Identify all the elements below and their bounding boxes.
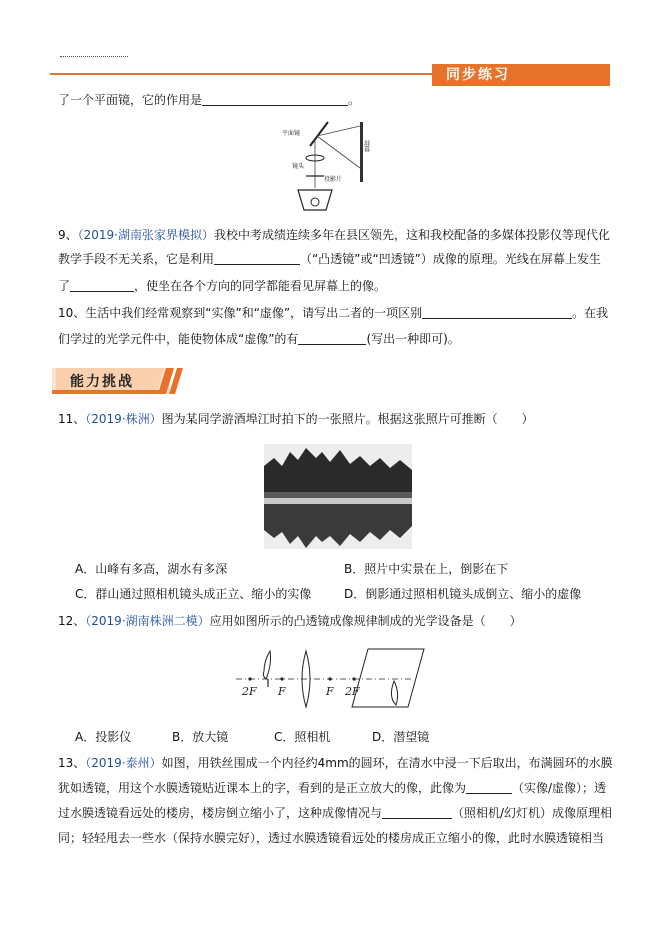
q8-text-end: 。: [348, 93, 361, 107]
q10-text-1b: 。在我: [572, 306, 609, 320]
q12-text: 应用如图所示的凸透镜成像规律制成的光学设备是（ ）: [209, 614, 522, 628]
q11-number: 11、: [58, 412, 86, 426]
lens-diagram: [232, 643, 438, 709]
diagram-screen: [352, 649, 424, 707]
projector-figure: [268, 118, 380, 216]
q12-option-c[interactable]: C．照相机: [274, 730, 331, 744]
diagram-label-right-2f: 2F: [345, 685, 360, 698]
q10-line-1: [58, 305, 609, 321]
q9-text-3b: ，使坐在各个方向的同学都能看见屏幕上的像。: [134, 279, 387, 293]
q9-line-3: [58, 278, 606, 294]
q11-option-b[interactable]: B．照片中实景在上，倒影在下: [344, 562, 509, 576]
lake-reflection-photo: [264, 444, 412, 549]
q13-text-2a: 犹如透镜，用这个水膜透镜贴近课本上的字，看到的是正立放大的像，此像为: [58, 781, 467, 795]
diagram-label-right-f: F: [326, 685, 334, 698]
q13-text-2b: （实像/虚像）；透: [512, 781, 607, 795]
q12-source: （2019·湖南株洲二模）: [85, 614, 210, 628]
figure-label-mirror: 平面镜: [282, 130, 301, 137]
diagram-image: [391, 681, 397, 705]
q9-blank-1[interactable]: [214, 252, 300, 265]
q11-option-c[interactable]: C．群山通过照相机镜头成正立、缩小的实像: [75, 587, 312, 601]
q9-blank-2[interactable]: [70, 279, 134, 292]
q9-text-3a: 了: [58, 279, 71, 293]
q13-text-1: 如图，用铁丝围成一个内径约4mm的圆环，在清水中浸一下后取出，布满圆环的水膜: [161, 756, 613, 770]
q12-option-b[interactable]: B．放大镜: [172, 730, 229, 744]
q13-text-4: 同；轻轻甩去一些水（保持水膜完好），透过水膜透镜看远处的楼房成正立缩小的像，此时水膜透镜相当: [58, 831, 605, 845]
q9-text-1: 我校中考成绩连续多年在县区领先，这和我校配备的多媒体投影仪等现代化: [214, 228, 611, 242]
header-top-link[interactable]: [60, 50, 128, 57]
q13-text-3b: （照相机/幻灯机）成像原理相: [452, 806, 613, 820]
q12-option-d[interactable]: D．潜望镜: [372, 730, 430, 744]
q13-text-3a: 过水膜透镜看远处的楼房，楼房倒立缩小了，这种成像情况与: [58, 806, 383, 820]
q9-source: （2019·湖南张家界模拟）: [77, 228, 214, 242]
q9-line-1: [58, 227, 611, 243]
q8-line: [58, 92, 606, 108]
figure-label-lens: 镜头: [292, 163, 305, 170]
section-title: 能力挑战: [70, 374, 134, 390]
diagram-candle-flame: [263, 651, 270, 679]
header-section-tag: 同步练习: [432, 64, 610, 86]
q13-line-4: [58, 830, 606, 846]
q11-option-a[interactable]: A．山峰有多高，湖水有多深: [75, 562, 228, 576]
figure-label-screen: 屏幕: [362, 140, 370, 152]
q11-line: [58, 411, 606, 427]
q10-blank-2[interactable]: [298, 332, 366, 345]
figure-label-slide: 投影片: [324, 176, 343, 183]
q11-option-d[interactable]: D．倒影通过照相机镜头成倒立、缩小的虚像: [344, 587, 582, 601]
q11-source: （2019·株洲）: [85, 412, 162, 426]
figure-lamp-box: [298, 190, 332, 210]
q13-blank-1[interactable]: [466, 781, 512, 794]
q10-text-2a: 们学过的光学元件中，能使物体成“虚像”的有: [58, 332, 299, 346]
q10-line-2: [58, 331, 606, 347]
q13-source: （2019·泰州）: [85, 756, 162, 770]
q9-text-2b: （“凸透镜”或“凹透镜”）成像的原理。光线在屏幕上发生: [300, 252, 601, 266]
q13-blank-2[interactable]: [382, 806, 452, 819]
q9-text-2a: 教学手段不无关系，它是利用: [58, 252, 215, 266]
diagram-label-left-f: F: [278, 685, 286, 698]
q12-number: 12、: [58, 614, 86, 628]
q11-text: 图为某同学游酒埠江时拍下的一张照片。根据这张照片可推断（ ）: [161, 412, 534, 426]
q13-number: 13、: [58, 756, 86, 770]
diagram-label-left-2f: 2F: [242, 685, 257, 698]
q10-blank-1[interactable]: [422, 306, 572, 319]
q12-option-a[interactable]: A．投影仪: [75, 730, 132, 744]
figure-lamp: [311, 198, 319, 206]
q9-number: 9、: [58, 228, 78, 242]
q12-line: [58, 613, 606, 629]
q13-line-3: [58, 805, 613, 821]
figure-screen: [360, 122, 363, 182]
q8-text: 了一个平面镜，它的作用是: [58, 93, 203, 107]
q13-line-1: [58, 755, 613, 771]
q8-answer-blank[interactable]: [202, 93, 348, 106]
q10-text-2b: (写出一种即可)。: [366, 332, 460, 346]
q13-line-2: [58, 780, 606, 796]
q9-line-2: [58, 251, 606, 267]
q10-text-1a: 10、生活中我们经常观察到“实像”和“虚像”，请写出二者的一项区别: [58, 306, 423, 320]
